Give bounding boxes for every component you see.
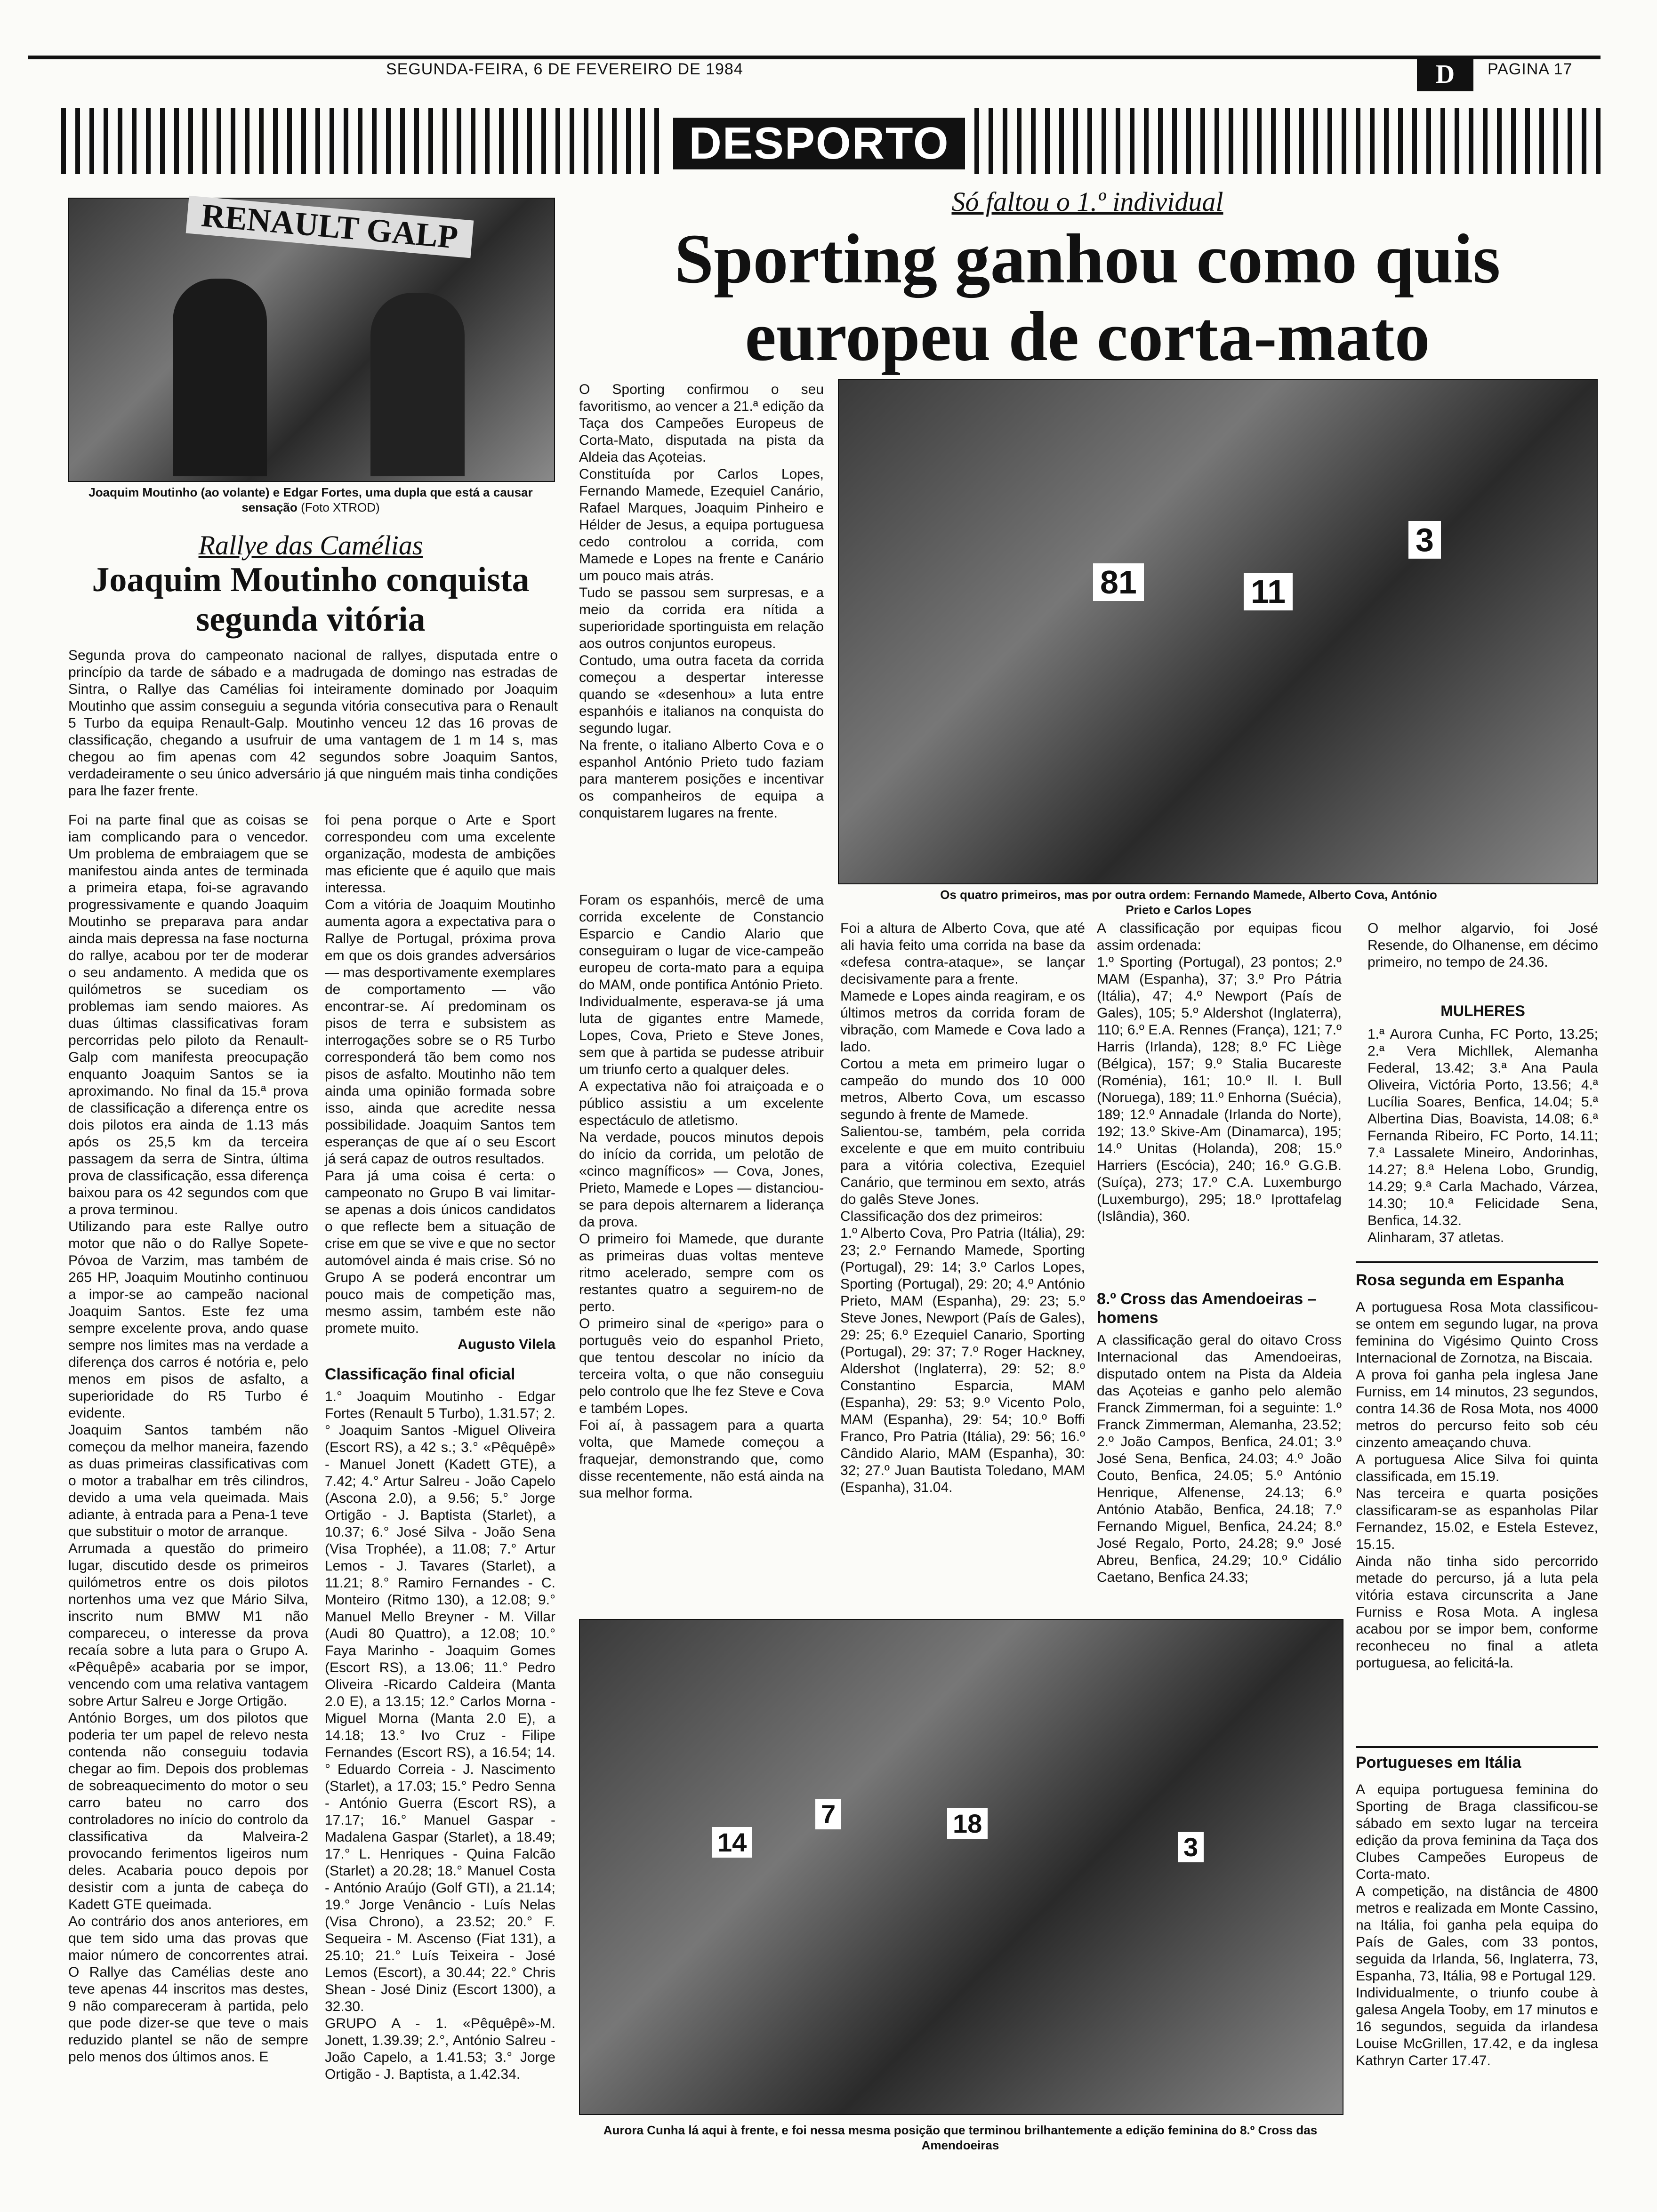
bib-number: 14 bbox=[712, 1827, 752, 1858]
bib-number: 81 bbox=[1093, 563, 1144, 601]
cross-column-d: O melhor algarvio, foi José Resende, do Olhanense, em décimo primeiro, no tempo de 24.36. bbox=[1367, 921, 1598, 970]
dateline: SEGUNDA-FEIRA, 6 DE FEVEREIRO DE 1984 bbox=[386, 60, 743, 78]
rally-photo-caption bbox=[68, 485, 553, 515]
rally-lead: Segunda prova do campeonato nacional de rallyes, disputada entre o princípio da tarde de sábado e a madrugada de domingo nas estradas de Sintra, o Rallye das Camélias foi inteiramente dominado por Joaquim Moutinho que assim conseguiu a segunda vitória consecutiva para o Renault 5 Turbo da equipa Renault-Galp. Moutinho venceu 12 das 16 provas de classificação, chegando a usufruir de uma vantagem de 1 m 14 s, mas chegou ao fim apenas com 42 segundos sobre Joaquim Santos, verdadeiramente o seu único adversário já que ninguém mais tinha condições para lhe fazer frente. bbox=[68, 648, 558, 799]
rally-photo bbox=[68, 198, 555, 482]
rally-column-1: Foi na parte final que as coisas se iam complicando para o vencedor. Um problema de embraiagem que se manifestou ainda antes de terminada a primeira etapa, foi-se agravando progressivamente e quando Joaquim Moutinho se preparava para andar ainda mais depressa na fase nocturna do rallye, acabou por ter de moderar o seu andamento. A medida que os quilómetros se sucediam os problemas iam sendo maiores. As duas últimas classificativas foram percorridas pelo piloto da Renault-Galp com manifesta preocupação enquanto Joaquim Santos se ia aproximando. No final da 15.ª prova de classificação a diferença entre os dois pilotos era ainda de 1.13 más após os 25,5 km da terceira passagem da serra de Sintra, última prova de classificação, essa diferença baixou para os 42 segundos com que a prova terminou. Utilizando para este Rallye outro motor que não o do Rallye Sopete-Póvoa de Varzim, mas também de 265 HP, Joaquim Moutinho continuou a impor-se ao campeão nacional Joaquim Santos. Este fez uma sempre excelente prova, ando quase sempre nos limites mas na verdade a diferença dos carros é notória e, pelo menos em pisos de asfalto, a superioridade do R5 Turbo é evidente. Joaquim Santos também não começou da melhor maneira, fazendo as duas primeiras classificativas com o motor a trabalhar em três cilindros, devido a uma vela queimada. Mais adiante, à entrada para a Pena-1 teve que substituir o motor de arranque. Arrumada a questão do primeiro lugar, discutido desde os primeiros quilómetros entre os dois pilotos nortenhos uma vez que Mário Silva, inscrito num BMW M1 não compareceu, o interesse da prova recaía sobre a luta para o Grupo A. «Pêquêpê» acabaria por se impor, vencendo com uma relativa vantagem sobre Artur Salreu e Jorge Ortigão. António Borges, um dos pilotos que poderia ter um papel de relevo nesta contenda não conseguiu todavia chegar ao fim. Depois dos problemas de sobreaquecimento do motor o seu carro bateu no carro dos controladores no início do controlo da classificativa da Malveira-2 provocando ferimentos ligeiros num deles. Acabaria pouco depois por desistir com a junta de cabeça do Kadett GTE queimada. Ao contrário dos anos anteriores, em que tem sido uma das provas que maior número de concorrentes atrai. O Rallye das Camélias deste ano teve apenas 44 inscritos mas destes, 9 não compareceram à partida, pelo que pode dizer-se que teve o mais reduzido plantel se não de sempre pelo menos dos últimos anos. E bbox=[68, 812, 308, 2065]
rally-kicker: Rallye das Camélias bbox=[198, 530, 423, 561]
section-banner-right bbox=[974, 108, 1601, 174]
class-heading: Classificação final oficial bbox=[325, 1365, 515, 1383]
divider bbox=[1356, 1261, 1598, 1263]
divider bbox=[1356, 1746, 1598, 1748]
rally-caption-text: Joaquim Moutinho (ao volante) e Edgar Fortes, uma dupla que está a causar sensação bbox=[88, 485, 533, 514]
rally-photo-sign: RENAULT GALP bbox=[186, 196, 474, 258]
women-photo-caption: Aurora Cunha lá aqui à frente, e foi nessa mesma posição que terminou brilhantemente a edição feminina do 8.º Cross das Amendoeiras bbox=[603, 2123, 1318, 2152]
women-heading: MULHERES bbox=[1440, 1002, 1525, 1019]
bib-number: 11 bbox=[1244, 573, 1293, 610]
bib-number: 3 bbox=[1408, 521, 1441, 559]
cross-column-c: A classificação por equipas ficou assim ordenada: 1.º Sporting (Portugal), 23 pontos; 2.º MAM (Espanha), 37; 3.º Pro Pátria (Itália), 47; 4.º Newport (País de Gales), 105; 5.º Aldershot (Inglaterra), 110; 6.º E.A. Rennes (França), 121; 7.º Harris (Irlanda), 128; 8.º FC Liège (Bélgica), 157; 9.º Stalia Bucareste (Roménia), 161; 10.º Il. I. Bull (Noruega), 189; 11.º Enhorna (Suécia), 189; 12.º Annadale (Irlanda do Norte), 192; 13.º Skive-Am (Dinamarca), 195; 14.º Unitas (Holanda), 208; 15.º Harriers (Escócia), 240; 16.º G.G.B. (Suíça), 273; 17.º C.A. Luxemburgo (Luxemburgo), 295; 18.º Iprottafelag (Islândia), 360. bbox=[1097, 921, 1342, 1224]
rally-caption-credit: (Foto XTROD) bbox=[301, 500, 380, 514]
cross-intro: O Sporting confirmou o seu favoritismo, ao vencer a 21.ª edição da Taça dos Campeões Europeus de Corta-Mato, disputada na pista da Aldeia das Açoteias. Constituída por Carlos Lopes, Fernando Mamede, Ezequiel Canário, Rafael Marques, Joaquim Pinheiro e Hélder de Jesus, a equipa portuguesa cedo controlou a corrida, com Mamede e Lopes na frente e Canário um pouco mais atrás. Tudo se passou sem surpresas, e a meio da corrida era nítida a superioridade sportinguista em relação aos outros conjuntos europeus. Contudo, uma outra faceta da corrida começou a despertar interesse quando se «desenhou» a luta entre espanhóis e italianos na conquista do segundo lugar. Na frente, o italiano Alberto Cova e o espanhol António Prieto tudo faziam para manterem posições e incentivar os companheiros de equipa a conquistarem lugares na frente. bbox=[579, 382, 824, 821]
rally-byline: Augusto Vilela bbox=[458, 1337, 555, 1352]
newspaper-logo: D bbox=[1417, 57, 1473, 91]
bib-number: 18 bbox=[947, 1808, 988, 1839]
header-rule bbox=[28, 56, 1601, 59]
page-number: PAGINA 17 bbox=[1488, 60, 1573, 78]
italia-body: A equipa portuguesa feminina do Sporting de Braga classificou-se sábado em sexto lugar na terceira edição da prova feminina da Taça dos Clubes Campeões Europeus de Corta-mato. A competição, na distância de 4800 metros e realizada em Monte Cassino, na Itália, foi ganha pela equipa do País de Gales, com 33 pontos, seguida da Irlanda, 56, Inglaterra, 73, Espanha, 73, Itália, 98 e Portugal 129. Individualmente, o triunfo coube à galesa Angela Tooby, em 17 minutos e 16 segundos, seguida da irlandesa Louise McGrillen, 17.42, e da inglesa Kathryn Carter 17.47. bbox=[1356, 1782, 1598, 2068]
amendoeiras-heading: 8.º Cross das Amendoeiras – homens bbox=[1097, 1290, 1317, 1327]
women-runners-photo bbox=[579, 1619, 1343, 2115]
rosa-headline: Rosa segunda em Espanha bbox=[1356, 1271, 1564, 1289]
driver-silhouette bbox=[173, 279, 267, 476]
class-results: 1.° Joaquim Moutinho - Edgar Fortes (Renault 5 Turbo), 1.31.57; 2.° Joaquim Santos -Miguel Oliveira (Escort RS), a 42 s.; 3.° «Pêquêpê» - Manuel Jonett (Kadett GTE), a 7.42; 4.° Artur Salreu - João Capelo (Ascona 2.0), a 9.56; 5.° Jorge Ortigão - J. Baptista (Starlet), a 10.37; 6.° José Silva - João Sena (Visa Trophée), a 11.08; 7.° Artur Lemos - J. Tavares (Starlet), a 11.21; 8.° Ramiro Fernandes - C. Monteiro (Ritmo 130), a 12.08; 9.° Manuel Mello Breyner - M. Villar (Audi 80 Quattro), a 12.08; 10.° Faya Marinho - Joaquim Gomes (Escort RS), a 13.06; 11.° Pedro Oliveira -Ricardo Caldeira (Manta 2.0 E), a 13.15; 12.° Carlos Morna - Miguel Morna (Manta 2.0 E), a 14.18; 13.° Ivo Cruz - Filipe Fernandes (Escort RS), a 16.54; 14.° Eduardo Correia - J. Nascimento (Starlet), a 17.03; 15.° Pedro Senna - António Guerra (Escort RS), a 17.17; 16.° Manuel Gaspar - Madalena Gaspar (Starlet), a 18.49; 17.° L. Henriques - Quina Falcão (Starlet) a 20.28; 18.° Manuel Costa - António Araújo (Golf GTI), a 21.14; 19.° Jorge Venâncio - Luís Nelas (Visa Chrono), a 23.52; 20.° F. Sequeira - M. Ascenso (Fiat 131), a 25.10; 21.° Luís Teixeira - José Lemos (Escort), a 30.44; 22.° Chris Shean - José Diniz (Escort 1300), a 32.30. GRUPO A - 1. «Pêquêpê»-M. Jonett, 1.39.39; 2.°, António Salreu - João Capelo, a 1.41.53; 3.° Jorge Ortigão - J. Baptista, a 1.42.34. bbox=[325, 1389, 555, 2082]
rally-column-2: foi pena porque o Arte e Sport correspondeu com uma excelente organização, modesta de ambições mas eficiente que é aquilo que mais interessa. Com a vitória de Joaquim Moutinho aumenta agora a expectativa para o Rallye de Portugal, próxima prova em que os dois grandes adversários — mas desportivamente exemplares de comportamento — vão encontrar-se. Aí predominam os pisos de terra e subsistem as interrogações sobre se o R5 Turbo corresponderá tão bem como nos pisos de asfalto. Moutinho não tem ainda uma opinião formada sobre isso, ainda que acredite nessa possibilidade. Joaquim Santos tem esperanças de que aí o seu Escort já será capaz de outros resultados. Para já uma coisa é certa: o campeonato no Grupo B vai limitar-se apenas a dois únicos candidatos o que reflecte bem a situação de crise em que se vive e que no sector automóvel ainda é mais crise. Só no Grupo A se poderá encontrar um pouco mais de competição mas, mesmo assim, também este não promete muito. bbox=[325, 812, 555, 1336]
italia-headline: Portugueses em Itália bbox=[1356, 1754, 1521, 1771]
cross-headline-line-1: Sporting ganhou como quis bbox=[674, 220, 1501, 298]
codriver-silhouette bbox=[370, 293, 465, 476]
rosa-body: A portuguesa Rosa Mota classificou-se ontem em segundo lugar, na prova feminina do Vigésimo Quinto Cross Internacional de Zornotza, na Biscaia. A prova foi ganha pela inglesa Jane Furniss, em 14 minutos, 23 segundos, contra 14.36 de Rosa Mota, nos 4000 metros do percurso feito sob céu cinzento ameaçando chuva. A portuguesa Alice Silva foi quinta classificada, em 15.19. Nas terceira e quarta posições classificaram-se as espanholas Pilar Fernandez, 15.02, e Estela Estevez, 15.15. Ainda não tinha sido percorrido metade do percurso, já a luta pela vitória estava circunscrita a Jane Furniss e Rosa Mota. A inglesa acabou por se impor bem, conforme reconheceu no final a atleta portuguesa, ao felicitá-la. bbox=[1356, 1299, 1598, 1671]
section-banner-left bbox=[61, 108, 664, 174]
cross-kicker: Só faltou o 1.º individual bbox=[951, 186, 1223, 217]
bib-number: 3 bbox=[1178, 1832, 1204, 1862]
cross-column-a: Foram os espanhóis, mercê de uma corrida excelente de Constancio Esparcio e Candio Alario que conseguiram o lugar de vice-campeão europeu de corta-mato para a equipa do MAM, onde pontifica António Prieto. Individualmente, esperava-se já uma luta de gigantes entre Mamede, Lopes, Cova, Prieto e Steve Jones, sem que à partida se pudesse atribuir um triunfo certo a qualquer deles. A expectativa não foi atraiçoada e o público assistiu a um excelente espectáculo de atletismo. Na verdade, poucos minutos depois do início da corrida, um pelotão de «cinco magníficos» — Cova, Jones, Prieto, Mamede e Lopes — distanciou-se para depois alternarem a liderança da prova. O primeiro foi Mamede, que durante as primeiras duas voltas menteve ritmo acelerado, sempre com os restantes quatro a seguirem-no de perto. O primeiro sinal de «perigo» para o português veio do espanhol Prieto, que tentou descolar no início da terceira volta, o que não conseguiu pelo controlo que lhe fez Steve e Cova e também Lopes. Foi aí, à passagem para a quarta volta, que Mamede começou a fraquejar, demonstrando que, como disse recentemente, não está ainda na sua melhor forma. bbox=[579, 892, 824, 1501]
bib-number: 7 bbox=[815, 1799, 841, 1829]
cross-column-b: Foi a altura de Alberto Cova, que até ali havia feito uma corrida na base da «defesa contra-ataque», se lançar decisivamente para a frente. Mamede e Lopes ainda reagiram, e os últimos metros da corrida foram de vibração, com Mamede e Cova lado a lado. Cortou a meta em primeiro lugar o campeão do mundo dos 10 000 metros, Alberto Cova, um escasso segundo à frente de Mamede. Salientou-se, também, pela corrida excelente e que em muito contribuiu para a vitória colectiva, Ezequiel Canário, que terminou em sexto, atrás do galês Steve Jones. Classificação dos dez primeiros: 1.º Alberto Cova, Pro Patria (Itália), 29: 23; 2.º Fernando Mamede, Sporting (Portugal), 29: 14; 3.º Carlos Lopes, Sporting (Portugal), 29: 20; 4.º António Prieto, MAM (Espanha), 29: 23; 5.º Steve Jones, Newport (País de Gales), 29: 25; 6.º Ezequiel Canario, Sporting (Portugal), 29: 37; 7.º Roger Hackney, Aldershot (Inglaterra), 29: 52; 8.º Constantino Esparcia, MAM (Espanha), 29: 53; 9.º Vicento Polo, MAM (Espanha), 29: 54; 10.º Boffi Franco, Pro Patria (Itália), 29: 56; 16.º Cândido Alario, MAM (Espanha), 30: 32; 27.º Juan Bautista Toledano, MAM (Espanha), 31.04. bbox=[840, 921, 1085, 1495]
cross-headline-line-2: europeu de corta-mato bbox=[745, 297, 1430, 376]
section-title: DESPORTO bbox=[673, 118, 965, 169]
runners-photo-caption: Os quatro primeiros, mas por outra ordem: Fernando Mamede, Alberto Cova, António Prieto e Carlos Lopes bbox=[940, 888, 1437, 917]
runners-photo bbox=[838, 379, 1598, 884]
women-results: 1.ª Aurora Cunha, FC Porto, 13.25; 2.ª Vera Michllek, Alemanha Federal, 13.42; 3.ª Ana Paula Oliveira, Victória Porto, 13.56; 4.ª Lucília Soares, Benfica, 14.04; 5.ª Albertina Dias, Boavista, 14.08; 6.ª Fernanda Ribeiro, FC Porto, 14.11; 7.ª Lassalete Mineiro, Andorinhas, 14.27; 8.ª Helena Lobo, Grundig, 14.29; 9.ª Carla Machado, Várzea, 14.30; 10.ª Felicidade Sena, Benfica, 14.32. Alinharam, 37 atletas. bbox=[1367, 1026, 1598, 1245]
amendoeiras-results: A classificação geral do oitavo Cross Internacional das Amendoeiras, disputado ontem na Pista da Aldeia das Açoteias e ganho pelo alemão Franck Zimmerman, foi a seguinte: 1.º Franck Zimmerman, Alemanha, 23.52; 2.º João Campos, Benfica, 24.01; 3.º José Sena, Benfica, 24.03; 4.º João Couto, Benfica, 24.05; 5.º António Henrique, Alfenense, 24.13; 6.º António Atabão, Benfica, 24.18; 7.º Fernando Miguel, Benfica, 24.24; 8.º José Regalo, Porto, 24.28; 9.º José Abreu, Benfica, 24.29; 10.º Cidálio Caetano, Benfica 24.33; bbox=[1097, 1332, 1342, 1585]
rally-headline: Joaquim Moutinho conquista segunda vitória bbox=[92, 561, 530, 639]
